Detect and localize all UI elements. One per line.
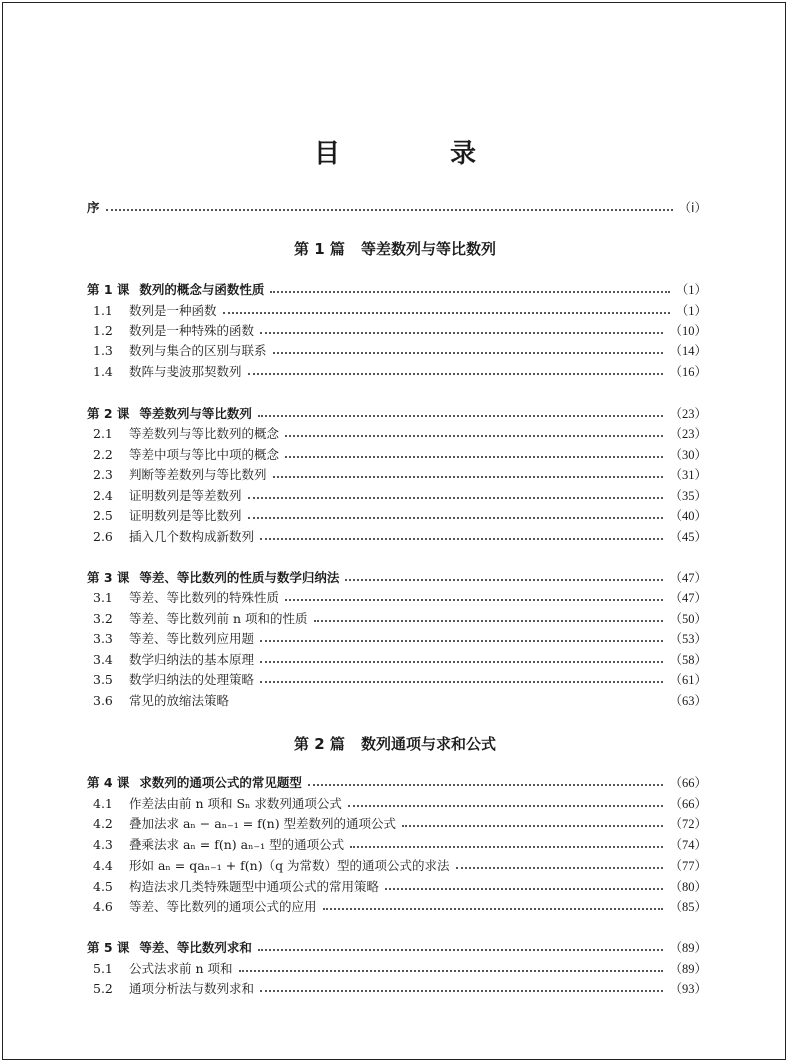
item-page: （16）	[669, 365, 707, 379]
item-number: 5.2	[93, 981, 113, 996]
item-title: 插入几个数构成新数列	[129, 529, 255, 544]
item-title: 叠乘法求 aₙ = f(n) aₙ₋₁ 型的通项公式	[129, 837, 345, 852]
item-number: 3.2	[93, 611, 113, 626]
part-heading-1	[0, 238, 790, 259]
item-number: 4.1	[93, 796, 113, 811]
item-page: （66）	[669, 797, 707, 811]
lesson-number: 第 4 课	[87, 775, 130, 790]
item-number: 3.1	[93, 590, 113, 605]
item-number: 1.3	[93, 343, 113, 358]
item-title: 形如 aₙ = qaₙ₋₁ + f(n)（q 为常数）型的通项公式的求法	[129, 858, 450, 873]
dot-leader	[260, 673, 663, 683]
toc-item-2-1[interactable]	[93, 423, 707, 443]
toc-lesson-1[interactable]	[87, 279, 707, 299]
item-page: （58）	[669, 653, 707, 667]
item-page: （45）	[669, 530, 707, 544]
toc-item-5-2[interactable]	[93, 978, 707, 998]
dot-leader	[258, 941, 664, 951]
item-page: （93）	[669, 982, 707, 996]
item-title: 作差法由前 n 项和 Sₙ 求数列通项公式	[129, 796, 342, 811]
part-number: 第 1 篇	[294, 240, 345, 258]
item-page: （10）	[669, 324, 707, 338]
toc-item-1-4[interactable]	[93, 361, 707, 381]
lesson-number: 第 1 课	[87, 282, 130, 297]
entry-page: （66）	[669, 776, 707, 790]
item-title: 等差、等比数列的特殊性质	[129, 590, 280, 605]
entry-page: （23）	[669, 407, 707, 421]
dot-leader	[285, 427, 663, 437]
toc-item-2-4[interactable]	[93, 485, 707, 505]
item-page: （72）	[669, 817, 707, 831]
toc-item-4-4[interactable]	[93, 855, 707, 875]
item-title: 数列是一种特殊的函数	[129, 323, 255, 338]
item-title: 数列与集合的区别与联系	[129, 343, 267, 358]
dot-leader	[260, 632, 663, 642]
item-title: 通项分析法与数列求和	[129, 981, 255, 996]
toc-item-2-5[interactable]	[93, 505, 707, 525]
dot-leader	[285, 448, 663, 458]
item-page: （30）	[669, 448, 707, 462]
item-number: 3.6	[93, 693, 113, 708]
part-number: 第 2 篇	[294, 735, 345, 753]
item-page: （47）	[669, 591, 707, 605]
dot-leader	[270, 283, 669, 293]
lesson-number: 第 5 课	[87, 940, 130, 955]
item-number: 1.4	[93, 364, 113, 379]
item-page: （89）	[669, 962, 707, 976]
item-number: 1.1	[93, 303, 113, 318]
page-title: 目 录	[313, 139, 518, 169]
lesson-title: 数列的概念与函数性质	[139, 282, 265, 297]
toc-item-5-1[interactable]	[93, 958, 707, 978]
dot-leader	[273, 468, 664, 478]
toc-item-2-3[interactable]	[93, 464, 707, 484]
dot-leader	[456, 859, 664, 869]
dot-leader	[248, 489, 664, 499]
dot-leader	[402, 817, 663, 827]
toc-entry-preface[interactable]	[87, 197, 707, 217]
item-title: 常见的放缩法策略	[129, 693, 230, 708]
dot-leader	[248, 509, 664, 519]
item-number: 3.4	[93, 652, 113, 667]
toc-item-2-6[interactable]	[93, 526, 707, 546]
toc-item-3-5[interactable]	[93, 669, 707, 689]
dot-leader	[223, 304, 670, 314]
item-number: 3.3	[93, 631, 113, 646]
toc-lesson-4[interactable]	[87, 772, 707, 792]
dot-leader	[385, 880, 663, 890]
dot-leader	[260, 530, 663, 540]
dot-leader	[348, 797, 664, 807]
entry-page: （47）	[669, 571, 707, 585]
dot-leader	[260, 653, 663, 663]
item-page: （77）	[669, 859, 707, 873]
item-title: 证明数列是等差数列	[129, 488, 242, 503]
toc-item-1-1[interactable]	[93, 300, 707, 320]
dot-leader	[345, 571, 663, 581]
item-title: 等差、等比数列的通项公式的应用	[129, 899, 317, 914]
item-page: （40）	[669, 509, 707, 523]
lesson-title: 求数列的通项公式的常见题型	[139, 775, 302, 790]
item-number: 4.3	[93, 837, 113, 852]
item-page: （23）	[669, 427, 707, 441]
dot-leader	[314, 612, 664, 622]
item-title: 数学归纳法的处理策略	[129, 672, 255, 687]
toc-item-4-2[interactable]	[93, 813, 707, 833]
item-number: 4.2	[93, 816, 113, 831]
toc-item-2-2[interactable]	[93, 444, 707, 464]
lesson-title: 等差数列与等比数列	[139, 406, 252, 421]
toc-item-3-3[interactable]	[93, 628, 707, 648]
dot-leader	[239, 962, 664, 972]
item-title: 数阵与斐波那契数列	[129, 364, 242, 379]
entry-page: （89）	[669, 941, 707, 955]
dot-leader	[248, 365, 664, 375]
item-page: （35）	[669, 489, 707, 503]
item-number: 5.1	[93, 961, 113, 976]
dot-leader	[323, 900, 664, 910]
toc-lesson-5[interactable]	[87, 937, 707, 957]
toc-item-3-2[interactable]	[93, 608, 707, 628]
toc-item-4-3[interactable]	[93, 834, 707, 854]
dot-leader	[273, 344, 664, 354]
entry-page: （ⅰ）	[678, 201, 707, 215]
item-page: （50）	[669, 612, 707, 626]
item-page: （53）	[669, 632, 707, 646]
toc-item-1-3[interactable]	[93, 340, 707, 360]
lesson-number: 第 3 课	[87, 570, 130, 585]
item-page: （80）	[669, 880, 707, 894]
item-number: 2.1	[93, 426, 113, 441]
toc-item-4-6[interactable]	[93, 896, 707, 916]
toc-item-4-1[interactable]	[93, 793, 707, 813]
toc-lesson-3[interactable]	[87, 567, 707, 587]
item-title: 数列是一种函数	[129, 303, 217, 318]
lesson-number: 第 2 课	[87, 406, 130, 421]
toc-item-3-1[interactable]	[93, 587, 707, 607]
entry-title: 序	[87, 200, 100, 215]
item-title: 判断等差数列与等比数列	[129, 467, 267, 482]
item-title: 等差中项与等比中项的概念	[129, 447, 280, 462]
item-number: 3.5	[93, 672, 113, 687]
item-number: 2.6	[93, 529, 113, 544]
item-page: （61）	[669, 673, 707, 687]
dot-leader	[350, 838, 663, 848]
toc-lesson-2[interactable]	[87, 403, 707, 423]
item-title: 叠加法求 aₙ − aₙ₋₁ = f(n) 型差数列的通项公式	[129, 816, 397, 831]
item-page: （63）	[669, 694, 707, 708]
item-title: 等差数列与等比数列的概念	[129, 426, 280, 441]
part-heading-2	[0, 733, 790, 754]
item-page: （74）	[669, 838, 707, 852]
part-title: 数列通项与求和公式	[360, 735, 496, 753]
item-number: 2.3	[93, 467, 113, 482]
part-title: 等差数列与等比数列	[360, 240, 496, 258]
toc-item-3-4[interactable]	[93, 649, 707, 669]
item-page: （31）	[669, 468, 707, 482]
lesson-title: 等差、等比数列的性质与数学归纳法	[139, 570, 340, 585]
item-number: 2.5	[93, 508, 113, 523]
item-title: 等差、等比数列前 n 项和的性质	[129, 611, 308, 626]
item-number: 1.2	[93, 323, 113, 338]
item-number: 4.6	[93, 899, 113, 914]
dot-leader	[308, 776, 664, 786]
item-number: 2.2	[93, 447, 113, 462]
item-title: 公式法求前 n 项和	[129, 961, 233, 976]
item-title: 构造法求几类特殊题型中通项公式的常用策略	[129, 879, 380, 894]
item-page: （1）	[675, 304, 707, 318]
item-number: 4.5	[93, 879, 113, 894]
item-page: （14）	[669, 344, 707, 358]
item-number: 4.4	[93, 858, 113, 873]
item-title: 等差、等比数列应用题	[129, 631, 255, 646]
lesson-title: 等差、等比数列求和	[139, 940, 252, 955]
dot-leader	[260, 982, 663, 992]
dot-leader	[285, 591, 663, 601]
toc-item-4-5[interactable]	[93, 876, 707, 896]
item-number: 2.4	[93, 488, 113, 503]
item-title: 证明数列是等比数列	[129, 508, 242, 523]
entry-page: （1）	[675, 283, 707, 297]
dot-leader	[260, 324, 663, 334]
dot-leader	[258, 407, 664, 417]
item-page: （85）	[669, 900, 707, 914]
item-title: 数学归纳法的基本原理	[129, 652, 255, 667]
toc-item-1-2[interactable]	[93, 320, 707, 340]
toc-item-3-6[interactable]	[93, 690, 707, 710]
dot-leader	[106, 201, 673, 211]
